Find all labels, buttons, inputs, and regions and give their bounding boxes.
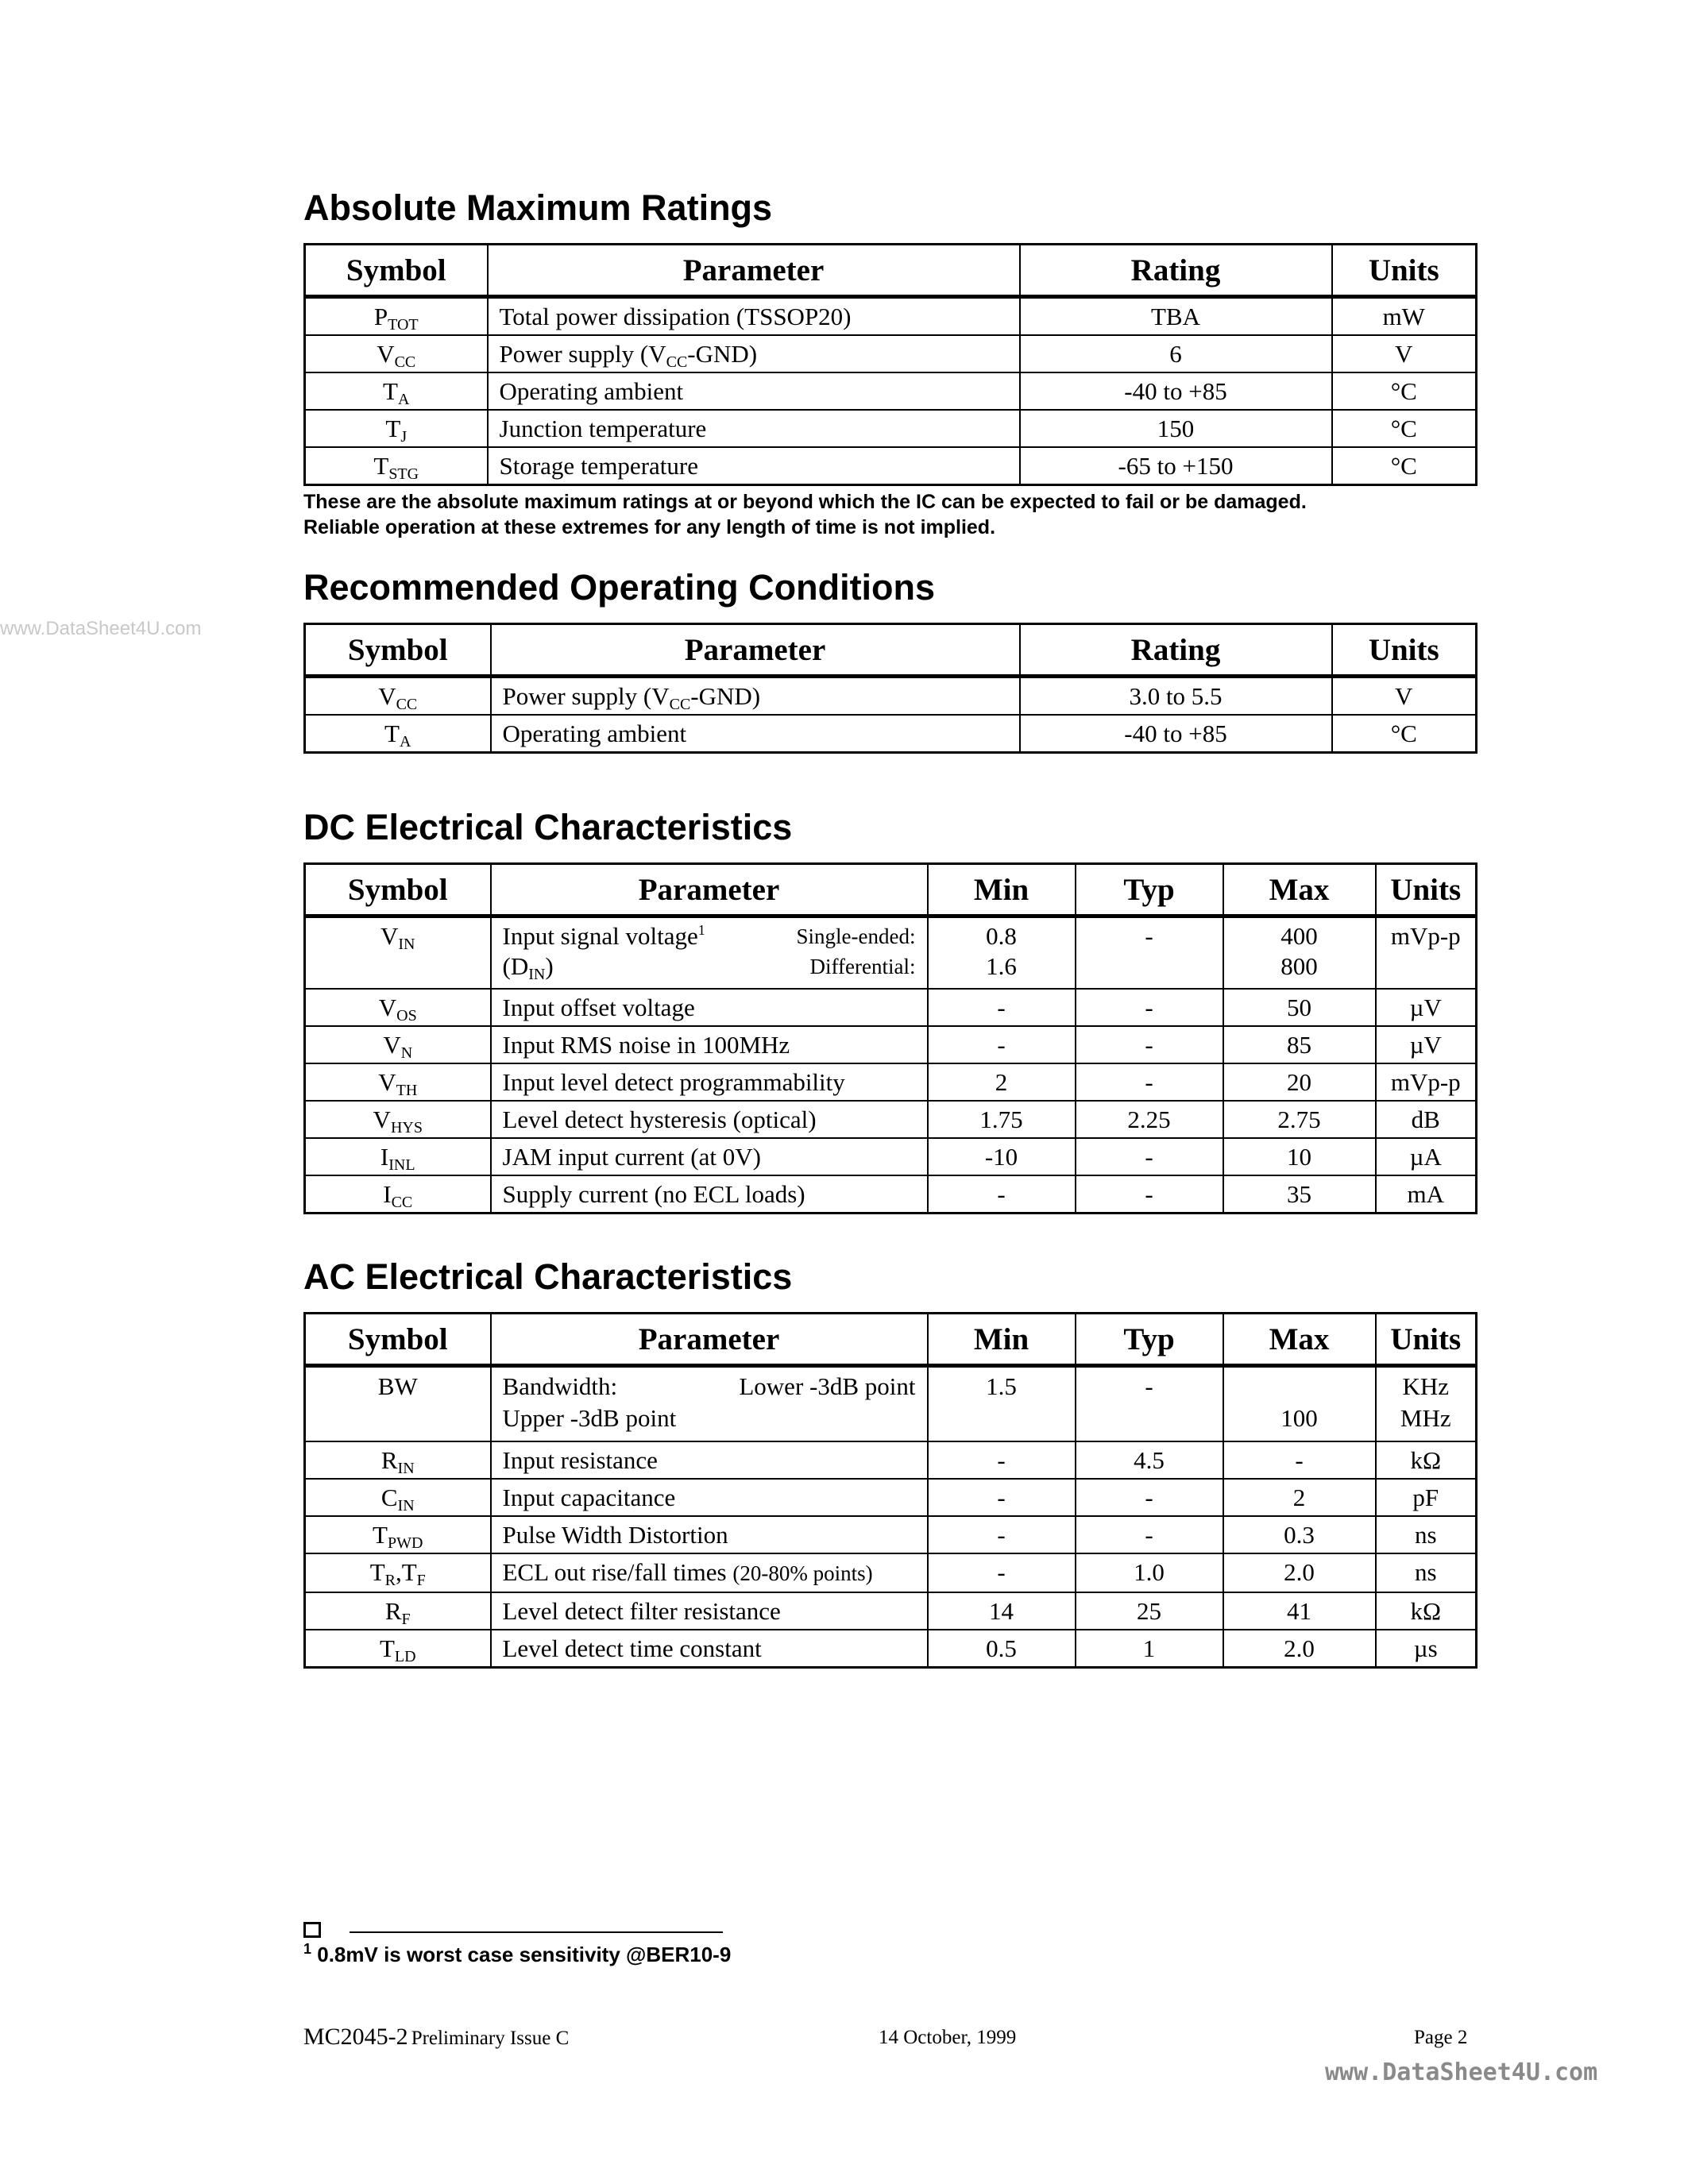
units-cell: µA (1376, 1138, 1477, 1175)
typ-cell: - (1076, 916, 1223, 990)
units-cell: mVp-p (1376, 916, 1477, 990)
parameter-cell: Operating ambient (491, 715, 1020, 753)
header-min: Min (928, 864, 1076, 916)
header-parameter: Parameter (491, 624, 1020, 677)
units-cell: kΩ (1376, 1441, 1477, 1479)
header-typ: Typ (1076, 1314, 1223, 1366)
table-row (305, 1553, 1477, 1592)
watermark-left: www.DataSheet4U.com (0, 618, 202, 639)
header-symbol: Symbol (305, 1314, 491, 1366)
min-cell: -10 (928, 1138, 1076, 1175)
rec-op-table (303, 623, 1477, 754)
rating-cell: -40 to +85 (1020, 715, 1332, 753)
units-cell: mA (1376, 1175, 1477, 1214)
symbol-cell: $V_{CC}$ (305, 677, 491, 716)
footnote: $^1$ 0.8mV is worst case sensitivity @BER10-9 (303, 1941, 732, 1966)
table-row (305, 1175, 1477, 1214)
units-cell: mVp-p (1376, 1063, 1477, 1101)
max-cell: 35 (1223, 1175, 1376, 1214)
header-symbol: Symbol (305, 624, 491, 677)
parameter-cell: Input resistance (491, 1441, 928, 1479)
parameter-cell: Input level detect programmability (491, 1063, 928, 1101)
min-cell: 14 (928, 1592, 1076, 1630)
table-row (305, 1516, 1477, 1553)
max-cell: 10 (1223, 1138, 1376, 1175)
header-max: Max (1223, 1314, 1376, 1366)
symbol-cell: $C_{IN}$ (305, 1479, 491, 1516)
parameter-cell: Junction temperature (488, 410, 1020, 447)
rec-op-title: Recommended Operating Conditions (303, 567, 936, 608)
symbol-cell: $V_{IN}$ (305, 916, 491, 990)
ac-title: AC Electrical Characteristics (303, 1256, 793, 1297)
parameter-cell: Input capacitance (491, 1479, 928, 1516)
min-cell: - (928, 1516, 1076, 1553)
units-cell: µV (1376, 1026, 1477, 1063)
typ-cell: - (1076, 1026, 1223, 1063)
typ-cell: 1 (1076, 1630, 1223, 1668)
max-cell: 20 (1223, 1063, 1376, 1101)
typ-cell: 1.0 (1076, 1553, 1223, 1592)
dc-table (303, 862, 1477, 1214)
symbol-cell: $T_J$ (305, 410, 488, 447)
symbol-cell: $T_R,T_F$ (305, 1553, 491, 1592)
max-cell: 2.75 (1223, 1101, 1376, 1138)
rating-cell: -65 to +150 (1020, 447, 1332, 485)
table-row (305, 297, 1477, 336)
rating-cell: TBA (1020, 297, 1332, 336)
table-row (305, 1479, 1477, 1516)
rec-op-section (303, 565, 1475, 754)
min-cell: 0.5 (928, 1630, 1076, 1668)
min-cell: - (928, 1441, 1076, 1479)
typ-cell: - (1076, 1479, 1223, 1516)
parameter-cell: Level detect hysteresis (optical) (491, 1101, 928, 1138)
header-symbol: Symbol (305, 245, 488, 297)
table-row (305, 677, 1477, 716)
abs-max-note-2: Reliable operation at these extremes for any length of time is not implied. (303, 516, 996, 538)
symbol-cell: $R_F$ (305, 1592, 491, 1630)
table-row (305, 335, 1477, 372)
min-cell: - (928, 1175, 1076, 1214)
units-cell: dB (1376, 1101, 1477, 1138)
min-cell: 2 (928, 1063, 1076, 1101)
typ-cell: 2.25 (1076, 1101, 1223, 1138)
symbol-cell: $V_N$ (305, 1026, 491, 1063)
ac-header-row (305, 1314, 1477, 1366)
header-parameter: Parameter (488, 245, 1020, 297)
min-cell: 1.75 (928, 1101, 1076, 1138)
symbol-cell: $V_{OS}$ (305, 989, 491, 1026)
units-cell: V (1332, 677, 1477, 716)
max-cell: 0.3 (1223, 1516, 1376, 1553)
min-cell: - (928, 989, 1076, 1026)
min-cell: 0.8 1.6 (928, 916, 1076, 990)
dc-title: DC Electrical Characteristics (303, 807, 793, 847)
parameter-cell: Power supply $(V_{CC}-GND)$ (491, 677, 1020, 716)
min-cell: - (928, 1553, 1076, 1592)
table-row (305, 1138, 1477, 1175)
units-cell: °C (1332, 372, 1477, 410)
dc-header-row (305, 864, 1477, 916)
header-parameter: Parameter (491, 864, 928, 916)
table-row (305, 1366, 1477, 1442)
header-symbol: Symbol (305, 864, 491, 916)
rating-cell: 3.0 to 5.5 (1020, 677, 1332, 716)
footnote-rule (350, 1931, 723, 1933)
min-cell: 1.5 (928, 1366, 1076, 1442)
abs-max-section (303, 186, 1475, 540)
max-cell: 41 (1223, 1592, 1376, 1630)
symbol-cell: $T_{STG}$ (305, 447, 488, 485)
ac-table (303, 1312, 1477, 1669)
abs-max-header-row (305, 245, 1477, 297)
footnote-box-icon (303, 1922, 321, 1938)
header-min: Min (928, 1314, 1076, 1366)
symbol-cell: $P_{TOT}$ (305, 297, 488, 336)
typ-cell: 25 (1076, 1592, 1223, 1630)
units-cell: °C (1332, 715, 1477, 753)
units-cell: ns (1376, 1516, 1477, 1553)
max-cell: 2 (1223, 1479, 1376, 1516)
header-units: Units (1376, 1314, 1477, 1366)
parameter-cell: Pulse Width Distortion (491, 1516, 928, 1553)
parameter-cell: ECL out rise/fall times (20-80% points) (491, 1553, 928, 1592)
typ-cell: - (1076, 1063, 1223, 1101)
units-cell: °C (1332, 447, 1477, 485)
symbol-cell: $T_{PWD}$ (305, 1516, 491, 1553)
footer-doc: MC2045-2 Preliminary Issue C (303, 2024, 570, 2050)
table-row (305, 410, 1477, 447)
table-row (305, 1101, 1477, 1138)
units-cell: V (1332, 335, 1477, 372)
units-cell: ns (1376, 1553, 1477, 1592)
symbol-cell: $V_{TH}$ (305, 1063, 491, 1101)
rating-cell: 150 (1020, 410, 1332, 447)
max-cell: 2.0 (1223, 1630, 1376, 1668)
symbol-cell: BW (305, 1366, 491, 1442)
table-row (305, 989, 1477, 1026)
typ-cell: - (1076, 1516, 1223, 1553)
max-cell: 400 800 (1223, 916, 1376, 990)
parameter-cell: Level detect filter resistance (491, 1592, 928, 1630)
units-cell: KHz MHz (1376, 1366, 1477, 1442)
header-parameter: Parameter (491, 1314, 928, 1366)
symbol-cell: $I_{INL}$ (305, 1138, 491, 1175)
max-cell: 2.0 (1223, 1553, 1376, 1592)
parameter-cell: Total power dissipation (TSSOP20) (488, 297, 1020, 336)
symbol-cell: $R_{IN}$ (305, 1441, 491, 1479)
max-cell: - (1223, 1441, 1376, 1479)
rating-cell: 6 (1020, 335, 1332, 372)
footer-date: 14 October, 1999 (879, 2027, 1017, 2048)
parameter-cell: JAM input current (at 0V) (491, 1138, 928, 1175)
typ-cell: - (1076, 989, 1223, 1026)
parameter-cell: Input RMS noise in 100MHz (491, 1026, 928, 1063)
footer-page: Page 2 (1414, 2027, 1468, 2048)
table-row (305, 1592, 1477, 1630)
header-max: Max (1223, 864, 1376, 916)
units-cell: µV (1376, 989, 1477, 1026)
header-units: Units (1376, 864, 1477, 916)
units-cell: mW (1332, 297, 1477, 336)
max-cell: 85 (1223, 1026, 1376, 1063)
table-row (305, 715, 1477, 753)
table-row (305, 1441, 1477, 1479)
header-rating: Rating (1020, 245, 1332, 297)
symbol-cell: $T_{LD}$ (305, 1630, 491, 1668)
symbol-cell: $T_A$ (305, 372, 488, 410)
min-cell: - (928, 1479, 1076, 1516)
dc-section (303, 805, 1475, 1214)
rating-cell: -40 to +85 (1020, 372, 1332, 410)
abs-max-note-1: These are the absolute maximum ratings at or beyond which the IC can be expected to fail or be damaged. (303, 491, 1307, 513)
header-units: Units (1332, 624, 1477, 677)
table-row (305, 1630, 1477, 1668)
parameter-cell: Power supply $(V_{CC}-GND)$ (488, 335, 1020, 372)
units-cell: µs (1376, 1630, 1477, 1668)
units-cell: kΩ (1376, 1592, 1477, 1630)
max-cell: 50 (1223, 989, 1376, 1026)
typ-cell: - (1076, 1366, 1223, 1442)
rec-op-header-row (305, 624, 1477, 677)
header-units: Units (1332, 245, 1477, 297)
max-cell: 100 (1223, 1366, 1376, 1442)
symbol-cell: $T_A$ (305, 715, 491, 753)
table-row (305, 447, 1477, 485)
units-cell: pF (1376, 1479, 1477, 1516)
parameter-cell: Input offset voltage (491, 989, 928, 1026)
table-row (305, 1026, 1477, 1063)
symbol-cell: $V_{HYS}$ (305, 1101, 491, 1138)
symbol-cell: $I_{CC}$ (305, 1175, 491, 1214)
typ-cell: 4.5 (1076, 1441, 1223, 1479)
parameter-cell: Storage temperature (488, 447, 1020, 485)
parameter-cell: Level detect time constant (491, 1630, 928, 1668)
typ-cell: - (1076, 1138, 1223, 1175)
table-row (305, 372, 1477, 410)
abs-max-title: Absolute Maximum Ratings (303, 187, 773, 228)
min-cell: - (928, 1026, 1076, 1063)
parameter-cell: Operating ambient (488, 372, 1020, 410)
table-row (305, 916, 1477, 990)
parameter-cell: Supply current (no ECL loads) (491, 1175, 928, 1214)
typ-cell: - (1076, 1175, 1223, 1214)
parameter-cell: Input signal voltage$^1$ Single-ended: $(D_{IN})$ Differential: (491, 916, 928, 990)
watermark-right: www.DataSheet4U.com (1325, 2059, 1598, 2086)
header-typ: Typ (1076, 864, 1223, 916)
abs-max-table (303, 243, 1477, 486)
ac-section (303, 1255, 1475, 1669)
table-row (305, 1063, 1477, 1101)
header-rating: Rating (1020, 624, 1332, 677)
symbol-cell: $V_{CC}$ (305, 335, 488, 372)
parameter-cell: Bandwidth: Lower -3dB point Upper -3dB point (491, 1366, 928, 1442)
units-cell: °C (1332, 410, 1477, 447)
